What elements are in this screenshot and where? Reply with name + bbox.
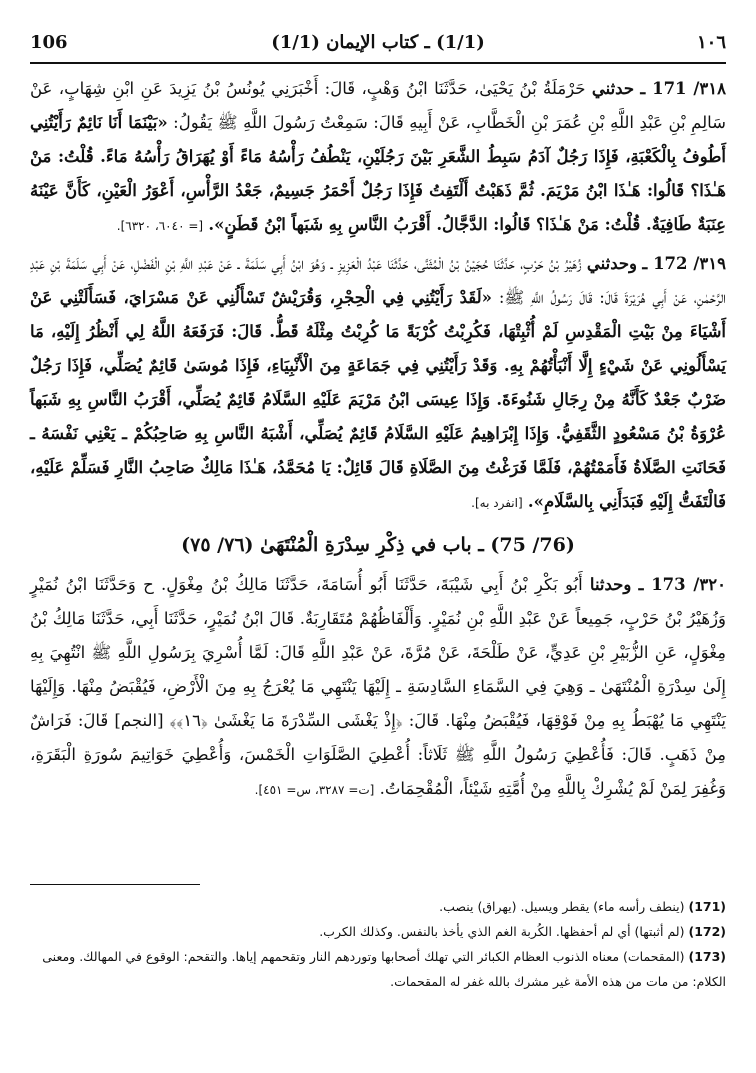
hadith-entry xyxy=(30,568,726,807)
footnote xyxy=(30,894,726,919)
cross-reference: [ت= ٣٢٨٧، س= ٤٥١]. xyxy=(254,783,375,797)
main-text xyxy=(30,72,726,811)
page-header xyxy=(30,28,726,64)
running-title: (1/1) ـ كتاب الإيمان (1/1) xyxy=(271,32,485,53)
hadith-number: ٣١٨/ 171 ـ xyxy=(640,79,727,98)
footnote-divider xyxy=(30,884,200,885)
hadith-number: ٣٢٠/ 173 ـ xyxy=(638,575,726,594)
hadith-matn: «لَقَدْ رَأَيْتُنِي فِي الْحِجْرِ، وَقُرَيْشٌ تَسْأَلُنِي عَنْ مَسْرَايَ، فَسَأَلَتْنِي عَنْ أَشْيَاءَ مِنْ بَيْتِ الْمَقْدِسِ لَمْ أُثْبِتْهَا، فَكُرِبْتُ كُرْبَةً مَا كُرِبْتُ مِثْلَهُ قَطُّ. قَالَ: فَرَفَعَهُ اللَّهُ لِي أَنْظُرُ إِلَيْهِ، مَا يَسْأَلُونِي عَنْ شَيْءٍ إِلَّا أَنْبَأْتُهُمْ بِهِ. وَقَدْ رَأَيْتُنِي فِي جَمَاعَةٍ مِنَ الْأَنْبِيَاءِ، فَإِذَا مُوسَىٰ قَائِمٌ يُصَلِّي، فَإِذَا رَجُلٌ ضَرْبٌ جَعْدٌ كَأَنَّهُ مِنْ رِجَالِ شَنُوءَةَ. وَإِذَا عِيسَى ابْنُ مَرْيَمَ عَلَيْهِ السَّلَامُ قَائِمٌ يُصَلِّي، أَقْرَبُ النَّاسِ بِهِ شَبَهاً عُرْوَةُ بْنُ مَسْعُودٍ الثَّقَفِيُّ. وَإِذَا إِبْرَاهِيمُ عَلَيْهِ السَّلَامُ قَائِمٌ يُصَلِّي، أَشْبَهُ النَّاسِ بِهِ صَاحِبُكُمْ ـ يَعْنِي نَفْسَهُ ـ فَحَانَتِ الصَّلَاةُ فَأَمَمْتُهُمْ، فَلَمَّا فَرَغْتُ مِنَ الصَّلَاةِ قَالَ قَائِلٌ: يَا مُحَمَّدُ، هَـٰذَا مَالِكٌ صَاحِبُ النَّارِ فَسَلِّمْ عَلَيْهِ، فَالْتَفَتُّ إِلَيْهِ فَبَدَأَنِي بِالسَّلَامِ». xyxy=(30,288,726,511)
hadith-text: أَبُو بَكْرِ بْنُ أَبِي شَيْبَةَ، حَدَّثَنَا أَبُو أُسَامَةَ، حَدَّثَنَا مَالِكُ بْنُ مِغْوَلٍ. ح وَحَدَّثَنَا ابْنُ نُمَيْرٍ وَزُهَيْرُ بْنُ حَرْبٍ، جَمِيعاً عَنْ عَبْدِ اللَّهِ بْنِ نُمَيْرٍ. وَأَلْفَاظُهُمْ مُتَقَارِبَةٌ. قَالَ ابْنُ نُمَيْرٍ، حَدَّثَنَا أَبِي، حَدَّثَنَا مَالِكُ بْنُ مِغْوَلٍ، عَنِ الزُّبَيْرِ بْنِ عَدِيٍّ، عَنْ طَلْحَةَ، عَنْ مُرَّةَ، عَنْ عَبْدِ اللَّهِ قَالَ: لَمَّا أُسْرِيَ بِرَسُولِ اللَّهِ ﷺ انْتُهِيَ بِهِ إِلَىٰ سِدْرَةِ الْمُنْتَهَىٰ ـ وَهِيَ فِي السَّمَاءِ السَّادِسَةِ ـ إِلَيْهَا يَنْتَهِي مَا يُعْرَجُ بِهِ مِنَ الْأَرْضِ، فَيُقْبَضُ مِنْهَا. وَإِلَيْهَا يَنْتَهِي مَا يُهْبَطُ بِهِ مِنْ فَوْقِهَا، فَيُقْبَضُ مِنْهَا. قَالَ: ﴿إِذْ يَغْشَى السِّدْرَةَ مَا يَغْشَىٰ ﴿١٦﴾﴾ [النجم] قَالَ: فَرَاشٌ مِنْ ذَهَبٍ. قَالَ: فَأُعْطِيَ رَسُولُ اللَّهِ ﷺ ثَلَاثاً: أُعْطِيَ الصَّلَوَاتِ الْخَمْسَ، وَأُعْطِيَ خَوَاتِيمَ سُورَةِ الْبَقَرَةِ، وَغُفِرَ لِمَنْ لَمْ يُشْرِكْ بِاللَّهِ مِنْ أُمَّتِهِ شَيْئاً، الْمُقْحِمَاتُ. xyxy=(30,575,726,798)
hadith-isnad: زُهَيْرُ بْنُ حَرْبٍ، حَدَّثَنَا حُجَيْنُ بْنُ الْمُثَنَّى، حَدَّثَنَا عَبْدُ الْعَزِيزِ ـ وَهُوَ ابْنُ أَبِي سَلَمَةَ ـ عَنْ عَبْدِ اللَّهِ بْنِ الْفَضْلِ، عَنْ أَبِي سَلَمَةَ بْنِ عَبْدِ الرَّحْمٰنِ، عَنْ أَبِي هُرَيْرَةَ قَالَ: قَالَ رَسُولُ اللَّهِ ﷺ: xyxy=(30,254,726,307)
hadith-isnad: حَرْمَلَةُ بْنُ يَحْيَىٰ، حَدَّثَنَا ابْنُ وَهْبٍ، قَالَ: أَخْبَرَنِي يُونُسُ بْنُ يَزِيدَ عَنِ ابْنِ شِهَابٍ، عَنْ سَالِمِ بْنِ عَبْدِ اللَّهِ بْنِ عُمَرَ بْنِ الْخَطَّابِ، عَنْ أَبِيهِ قَالَ: سَمِعْتُ رَسُولَ اللَّهِ ﷺ يَقُولُ: xyxy=(30,79,726,132)
footnotes xyxy=(30,894,726,994)
footnote-text: (ينطف رأسه ماء) يقطر ويسيل. (يهراق) ينصب. xyxy=(439,899,685,914)
hadith-entry xyxy=(30,72,726,243)
cross-reference: [= ٦٠٤٠، ٦٣٢٠]. xyxy=(116,219,204,233)
book-page xyxy=(30,28,726,1058)
footnote-number: (172) xyxy=(688,924,726,939)
footnote-text: (المقحمات) معناه الذنوب العظام الكبائر التي تهلك أصحابها وتوردهم النار وتقحمهم إياها. والتقحم: الوقوع في المهالك. ومعنى الكلام: من مات من هذه الأمة غير مشرك بالله غفر له المقحمات. xyxy=(42,949,726,989)
cross-reference: [انفرد به]. xyxy=(471,496,523,510)
hadith-entry xyxy=(30,247,726,520)
footnote xyxy=(30,944,726,994)
hadith-lead: وحدثني xyxy=(586,254,638,273)
hadith-lead: حدثني xyxy=(591,79,635,98)
footnote xyxy=(30,919,726,944)
hadith-matn: «بَيْنَمَا أَنَا نَائِمٌ رَأَيْتُنِي أَطُوفُ بِالْكَعْبَةِ، فَإِذَا رَجُلٌ آدَمُ سَبِطُ الشَّعَرِ بَيْنَ رَجُلَيْنِ، يَنْطُفُ رَأْسُهُ مَاءً أَوْ يُهَرَاقُ رَأْسُهُ مَاءً. قُلْتُ: مَنْ هَـٰذَا؟ قَالُوا: هَـٰذَا ابْنُ مَرْيَمَ. ثُمَّ ذَهَبْتُ أَلْتَفِتُ فَإِذَا رَجُلٌ أَحْمَرُ جَسِيمٌ، جَعْدُ الرَّأْسِ، أَعْوَرُ الْعَيْنِ، كَأَنَّ عَيْنَهُ عِنَبَةٌ طَافِيَةٌ. قُلْتُ: مَنْ هَـٰذَا؟ قَالُوا: الدَّجَّالُ. أَقْرَبُ النَّاسِ بِهِ شَبَهاً ابْنُ قَطَنٍ». xyxy=(30,113,726,234)
footnote-number: (173) xyxy=(688,949,726,964)
footnote-number: (171) xyxy=(688,899,726,914)
page-number-latin: 106 xyxy=(30,32,68,53)
hadith-lead: وحدثنا xyxy=(589,575,632,594)
hadith-number: ٣١٩/ 172 ـ xyxy=(642,254,726,273)
page-number-arabic: ١٠٦ xyxy=(696,32,726,53)
footnote-text: (لم أثبتها) أي لم أحفظها. الكُربة الغم الذي يأخذ بالنفس. وكذلك الكرب. xyxy=(319,924,685,939)
chapter-heading: (76/ 75) ـ باب في ذِكْرِ سِدْرَةِ الْمُنْتَهَىٰ (٧٦/ ٧٥) xyxy=(181,534,575,556)
